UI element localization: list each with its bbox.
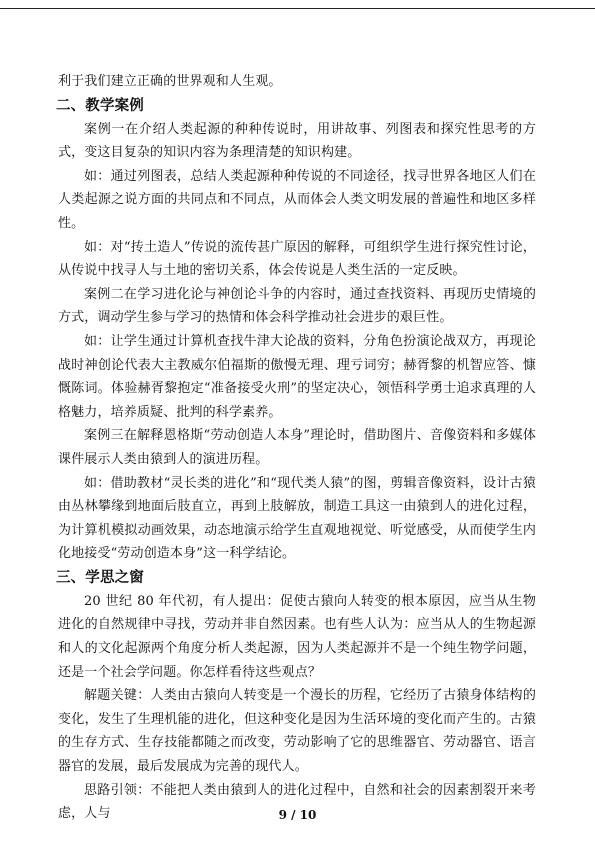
paragraph: 案例二在学习进化论与神创论斗争的内容时，通过查找资料、再现历史情境的方式，调动学生参与学习的热情和体会科学推动社会进步的艰巨性。 — [58, 286, 536, 326]
paragraph: 如：让学生通过计算机查找牛津大论战的资料，分角色扮演论战双方，再现论战时神创论代表大主教威尔伯福斯的傲慢无理、理亏词穷；赫胥黎的机智应答、慷慨陈词。体验赫胥黎抱定“准备接受火刑”的坚定决心，领悟科学勇士追求真理的人格魅力，培养质疑、批判的科学素养。 — [58, 333, 536, 420]
paragraph: 思路引领：不能把人类由猿到人的进化过程中，自然和社会的因素割裂开来考虑，人与 — [58, 782, 536, 822]
carryover-line: 利于我们建立正确的世界观和人生观。 — [58, 74, 282, 89]
page-number: 9 / 10 — [278, 808, 317, 822]
paragraph: 案例一在介绍人类起源的种种传说时，用讲故事、列图表和探究性思考的方式，变这目复杂的知识内容为条理清楚的知识构建。 — [58, 121, 536, 161]
paragraph: 20 世纪 80 年代初，有人提出：促使古猿向人转变的根本原因，应当从生物进化的自然规律中寻找，劳动并非自然因素。也有些人认为：应当从人的生物起源和人的文化起源两个角度分析人类起源，因为人类起源并不是一个纯生物学问题，还是一个社会学问题。你怎样看待这些观点？ — [58, 593, 536, 680]
section-heading-teaching-cases: 二、教学案例 — [56, 97, 144, 114]
paragraph: 案例三在解释恩格斯“劳动创造人本身”理论时，借助图片、音像资料和多媒体课件展示人类由猿到人的演进历程。 — [58, 428, 536, 467]
header-rule — [0, 8, 595, 9]
paragraph: 如：通过列图表，总结人类起源种种传说的不同途径，找寻世界各地区人们在人类起源之说方面的共同点和不同点，从而体会人类文明发展的普遍性和地区多样性。 — [58, 168, 536, 231]
paragraph: 如：对“抟土造人”传说的流传甚广原因的解释，可组织学生进行探究性讨论，从传说中找寻人与土地的密切关系，体会传说是人类生活的一定反映。 — [58, 239, 536, 279]
section-heading-learning-window: 三、学思之窗 — [56, 569, 144, 586]
page-body — [58, 70, 536, 826]
paragraph: 解题关键：人类由古猿向人转变是一个漫长的历程，它经历了古猿身体结构的变化，发生了生理机能的进化，但这种变化是因为生活环境的变化而产生的。古猿的生存方式、生存技能都随之而改变，劳动影响了它的思维器官、劳动器官、语言器官的发展，最后发展成为完善的现代人。 — [58, 688, 536, 775]
paragraph: 如：借助教材“灵长类的进化”和“现代类人猿”的图，剪辑音像资料，设计古猿由丛林攀缘到地面后肢直立，再到上肢解放，制造工具这一由猿到人的进化过程，为计算机模拟动画效果，动态地演示给学生直观地视觉、听觉感受，从而使学生内化地接受“劳动创造本身”这一科学结论。 — [58, 475, 536, 562]
